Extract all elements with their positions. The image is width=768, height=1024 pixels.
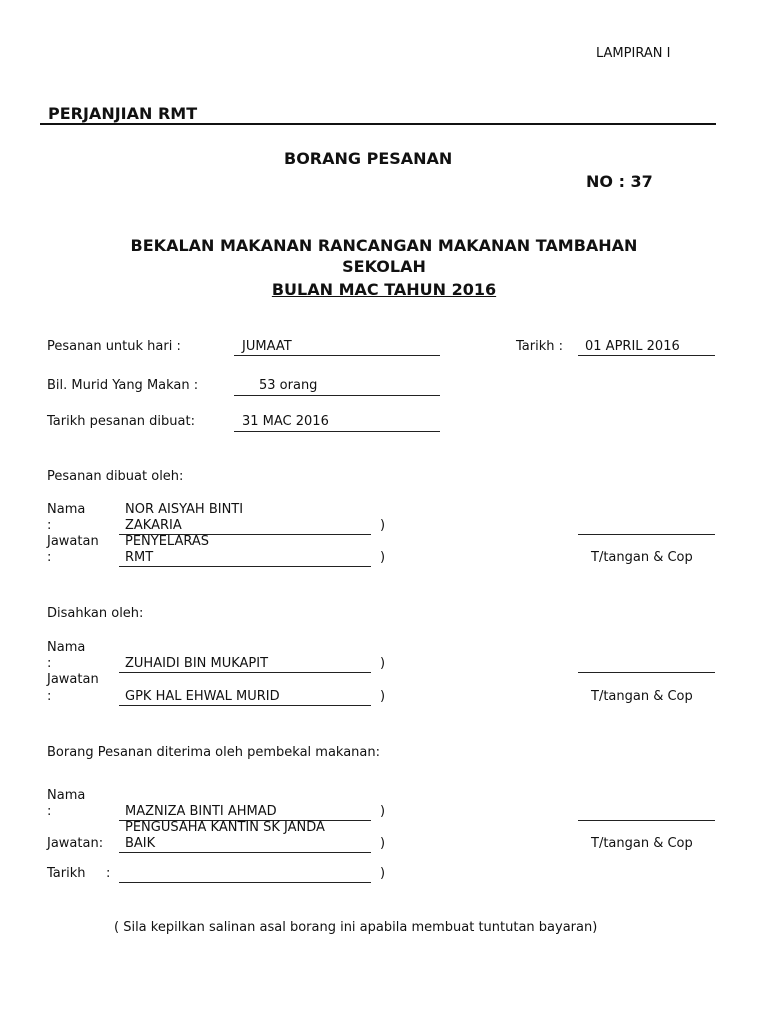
received-by-date-line bbox=[119, 882, 371, 883]
made-by-name-paren: ) bbox=[380, 518, 386, 533]
received-by-post-line bbox=[119, 852, 371, 853]
heading-line-2: SEKOLAH bbox=[342, 257, 426, 276]
month-year-heading: BULAN MAC TAHUN 2016 bbox=[271, 280, 497, 299]
form-number: NO : 37 bbox=[586, 172, 653, 191]
made-by-name-label: Nama bbox=[47, 502, 86, 517]
received-by-name-paren: ) bbox=[380, 804, 386, 819]
received-by-post-value-2: BAIK bbox=[125, 836, 156, 851]
pupils-label: Bil. Murid Yang Makan : bbox=[47, 378, 199, 393]
received-by-post-label: Jawatan: bbox=[47, 836, 104, 851]
approved-by-post-line bbox=[119, 705, 371, 706]
appendix-label: LAMPIRAN I bbox=[596, 46, 671, 61]
form-title: BORANG PESANAN bbox=[284, 149, 453, 168]
received-by-name-colon: : bbox=[47, 804, 52, 819]
received-by-name-label: Nama bbox=[47, 788, 86, 803]
approved-by-sign-line bbox=[578, 672, 715, 673]
made-by-name-value-1: NOR AISYAH BINTI bbox=[125, 502, 244, 517]
day-label: Pesanan untuk hari : bbox=[47, 339, 181, 354]
approved-by-name-paren: ) bbox=[380, 656, 386, 671]
approved-by-name-line bbox=[119, 672, 371, 673]
received-by-date-paren: ) bbox=[380, 866, 386, 881]
approved-by-name-colon: : bbox=[47, 656, 52, 671]
received-by-date-colon: : bbox=[106, 866, 111, 881]
order-date-field-line bbox=[234, 431, 440, 432]
approved-by-sign-label: T/tangan & Cop bbox=[591, 689, 693, 704]
day-value: JUMAAT bbox=[242, 339, 292, 354]
title-rule bbox=[40, 123, 716, 125]
approved-by-name-value: ZUHAIDI BIN MUKAPIT bbox=[125, 656, 269, 671]
pupils-field-line bbox=[234, 395, 440, 396]
pupils-value: 53 orang bbox=[259, 378, 318, 393]
received-by-sign-line bbox=[578, 820, 715, 821]
received-by-date-label: Tarikh bbox=[47, 866, 86, 881]
received-by-sign-label: T/tangan & Cop bbox=[591, 836, 693, 851]
received-by-post-paren: ) bbox=[380, 836, 386, 851]
made-by-post-colon: : bbox=[47, 550, 52, 565]
made-by-sign-line bbox=[578, 534, 715, 535]
approved-by-section-label: Disahkan oleh: bbox=[47, 606, 144, 621]
order-date-value: 31 MAC 2016 bbox=[242, 414, 329, 429]
approved-by-post-value: GPK HAL EHWAL MURID bbox=[125, 689, 280, 704]
day-field-line bbox=[234, 355, 440, 356]
made-by-post-line bbox=[119, 566, 371, 567]
made-by-name-value-2: ZAKARIA bbox=[125, 518, 182, 533]
date-label: Tarikh : bbox=[516, 339, 563, 354]
footer-note: ( Sila kepilkan salinan asal borang ini apabila membuat tuntutan bayaran) bbox=[114, 920, 598, 935]
received-by-section-label: Borang Pesanan diterima oleh pembekal makanan: bbox=[47, 745, 381, 760]
date-field-line bbox=[578, 355, 715, 356]
made-by-post-value-1: PENYELARAS bbox=[125, 534, 210, 549]
date-value: 01 APRIL 2016 bbox=[585, 339, 680, 354]
made-by-sign-label: T/tangan & Cop bbox=[591, 550, 693, 565]
approved-by-post-paren: ) bbox=[380, 689, 386, 704]
received-by-post-value-1: PENGUSAHA KANTIN SK JANDA bbox=[125, 820, 325, 835]
approved-by-post-label: Jawatan bbox=[47, 672, 99, 687]
heading-line-3 bbox=[0, 280, 768, 299]
made-by-section-label: Pesanan dibuat oleh: bbox=[47, 469, 184, 484]
approved-by-post-colon: : bbox=[47, 689, 52, 704]
made-by-post-value-2: RMT bbox=[125, 550, 154, 565]
received-by-name-value: MAZNIZA BINTI AHMAD bbox=[125, 804, 277, 819]
made-by-post-label: Jawatan bbox=[47, 534, 99, 549]
order-date-label: Tarikh pesanan dibuat: bbox=[47, 414, 195, 429]
made-by-post-paren: ) bbox=[380, 550, 386, 565]
heading-line-1: BEKALAN MAKANAN RANCANGAN MAKANAN TAMBAHAN bbox=[130, 236, 638, 255]
agreement-title: PERJANJIAN RMT bbox=[48, 104, 198, 123]
approved-by-name-label: Nama bbox=[47, 640, 86, 655]
made-by-name-colon: : bbox=[47, 518, 52, 533]
